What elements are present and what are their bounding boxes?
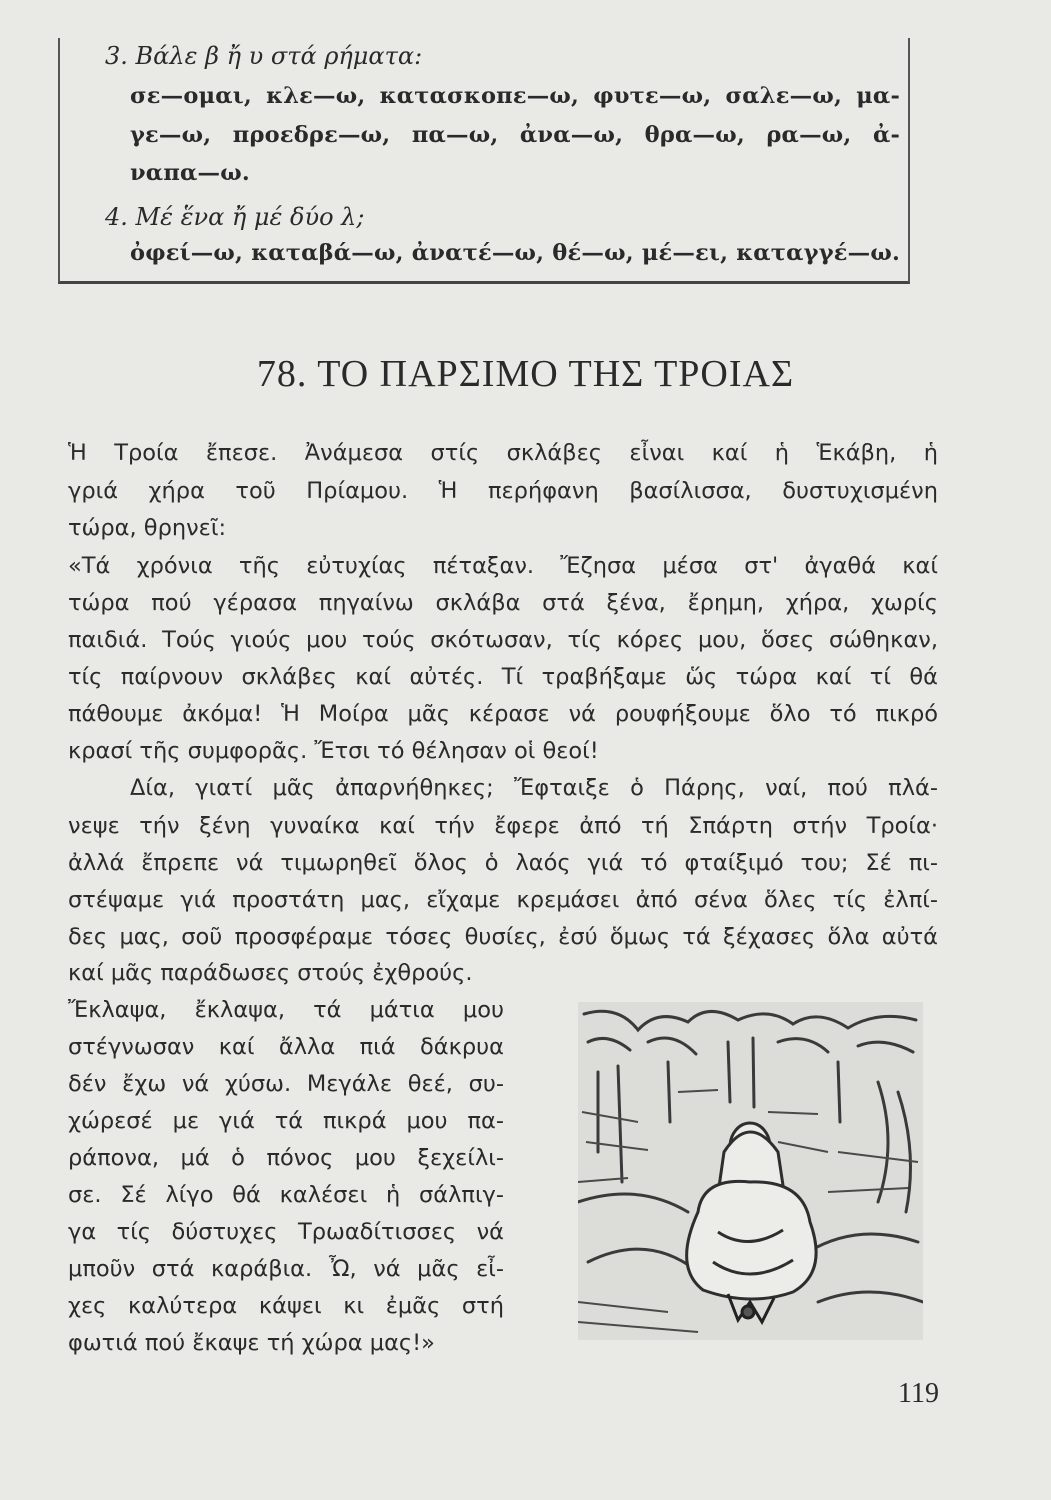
text-line: δέν ἔχω νά χύσω. Μεγάλε θεέ, συ- — [68, 1071, 504, 1097]
text-line: τίς παίρνουν σκλάβες καί αὐτές. Τί τραβήξαμε ὥς τώρα καί τί θά — [68, 664, 938, 690]
text-line: πάθουμε ἀκόμα! Ἡ Μοίρα μᾶς κέρασε νά ρουφήξουμε ὅλο τό πικρό — [68, 701, 938, 727]
text-line: στέγνωσαν καί ἄλλα πιά δάκρυα — [68, 1034, 504, 1060]
text-line: γα τίς δύστυχες Τρωαδίτισσες νά — [68, 1219, 504, 1245]
text-line: Ἔκλαψα, ἔκλαψα, τά μάτια μου — [68, 997, 504, 1023]
hecuba-illustration — [578, 1002, 923, 1340]
text-line: ἀλλά ἔπρεπε νά τιμωρηθεῖ ὅλος ὁ λαός γιά τό φταίξιμό του; Σέ πι- — [68, 850, 938, 876]
text-line: φωτιά πού ἔκαψε τή χώρα μας!» — [68, 1330, 435, 1356]
exercise-4-heading: 4. Μέ ἕνα ἤ μέ δύο λ; — [105, 203, 365, 231]
exercise-3-line: γε—ω, προεδρε—ω, πα—ω, ἀνα—ω, θρα—ω, ρα—ω, ἀ- — [130, 122, 900, 148]
text-line: καί μᾶς παράδωσες στούς ἐχθρούς. — [68, 960, 473, 986]
text-line: ράπονα, μά ὁ πόνος μου ξεχείλι- — [68, 1145, 504, 1171]
text-line: σε. Σέ λίγο θά καλέσει ἡ σάλπιγ- — [68, 1182, 504, 1208]
exercise-3-line: ναπα—ω. — [130, 160, 250, 186]
text-line: παιδιά. Τούς γιούς μου τούς σκότωσαν, τίς κόρες μου, ὅσες σώθηκαν, — [68, 627, 938, 653]
text-line: νεψε τήν ξένη γυναίκα καί τήν ἔφερε ἀπό τή Σπάρτη στήν Τροία· — [68, 813, 938, 839]
text-line: δες μας, σοῦ προσφέραμε τόσες θυσίες, ἐσύ ὅμως τά ξέχασες ὅλα αὐτά — [68, 924, 938, 950]
chapter-title: 78. ΤΟ ΠΑΡΣΙΜΟ ΤΗΣ ΤΡΟΙΑΣ — [256, 353, 795, 395]
text-line: χώρεσέ με γιά τά πικρά μου πα- — [68, 1108, 504, 1134]
text-line: τώρα, θρηνεῖ: — [68, 515, 227, 541]
exercise-3-heading: 3. Βάλε β ἤ υ στά ρήματα: — [105, 42, 423, 70]
text-line: χες καλύτερα κάψει κι ἐμᾶς στή — [68, 1293, 504, 1319]
text-line: κρασί τῆς συμφορᾶς. Ἔτσι τό θέλησαν οἱ θεοί! — [68, 738, 599, 764]
exercise-3-line: σε—ομαι, κλε—ω, κατασκοπε—ω, φυτε—ω, σαλε—ω, μα- — [130, 83, 900, 109]
text-line: μποῦν στά καράβια. Ὦ, νά μᾶς εἶ- — [68, 1256, 504, 1282]
text-line: Ἡ Τροία ἔπεσε. Ἀνάμεσα στίς σκλάβες εἶναι καί ἡ Ἑκάβη, ἡ — [68, 440, 938, 466]
text-line: στέψαμε γιά προστάτη μας, εἴχαμε κρεμάσει ἀπό σένα ὅλες τίς ἐλπί- — [68, 887, 938, 913]
text-line: Δία, γιατί μᾶς ἀπαρνήθηκες; Ἔφταιξε ὁ Πάρης, ναί, πού πλά- — [130, 775, 938, 801]
text-line: τώρα πού γέρασα πηγαίνω σκλάβα στά ξένα, ἔρημη, χήρα, χωρίς — [68, 590, 938, 616]
text-line: «Τά χρόνια τῆς εὐτυχίας πέταξαν. Ἔζησα μέσα στ' ἀγαθά καί — [68, 553, 938, 579]
exercise-4-line: ὀφεί—ω, καταβά—ω, ἀνατέ—ω, θέ—ω, μέ—ει, καταγγέ—ω. — [130, 240, 900, 266]
page-number: 119 — [898, 1378, 939, 1409]
text-line: γριά χήρα τοῦ Πρίαμου. Ἡ περήφανη βασίλισσα, δυστυχισμένη — [68, 478, 938, 504]
